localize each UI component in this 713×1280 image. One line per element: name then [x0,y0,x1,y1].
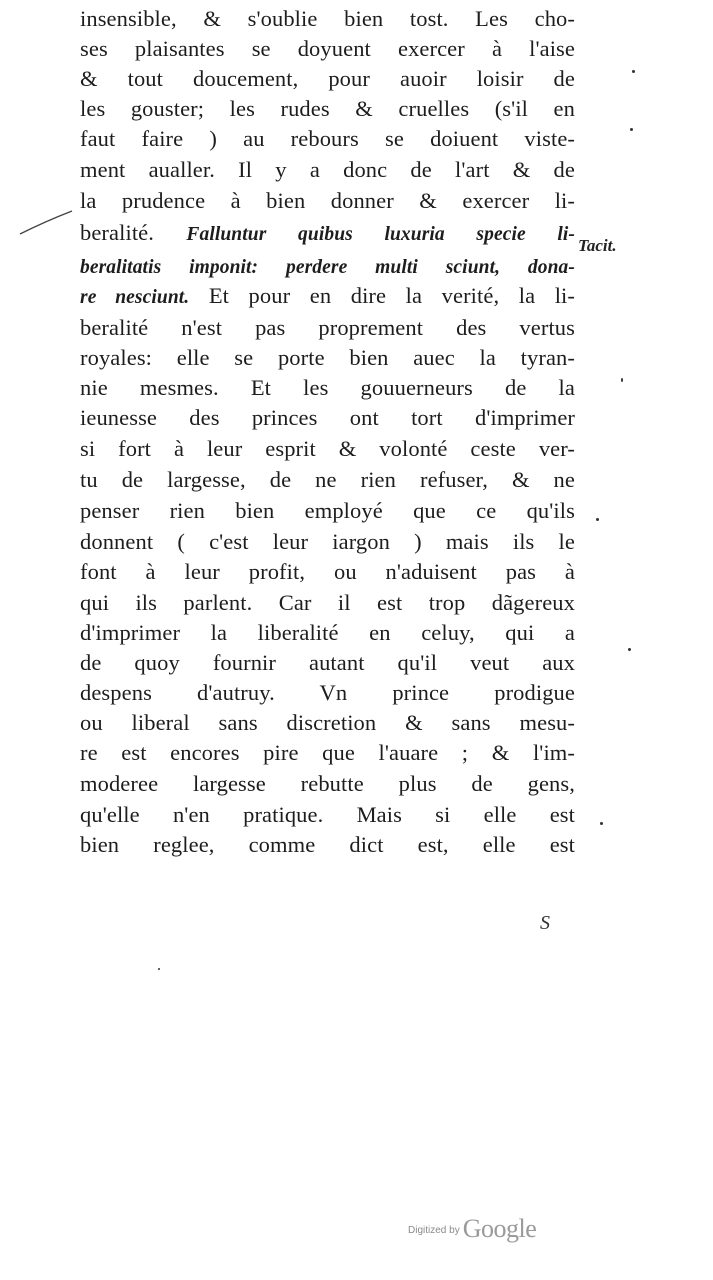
text-line: qui ils parlent. Car il est trop dãgereux [80,590,575,615]
watermark-small-text: Digitized by [408,1225,460,1236]
line-roman: Et pour en dire la verité, la li- [189,283,575,308]
ink-speck [628,648,631,651]
text-line: la prudence à bien donner & exercer li- [80,188,575,213]
latin-quote: Falluntur quibus luxuria specie li- [186,224,575,245]
digitized-watermark [408,1214,536,1244]
ink-speck [630,128,633,131]
marginal-note: Tacit. [578,236,617,255]
text-line: tu de largesse, de ne rien refuser, & ne [80,467,575,492]
latin-quote: re nesciunt. [80,287,190,308]
latin-quote: beralitatis imponit: perdere multi sciunt, dona- [80,257,575,278]
text-line: les gouster; les rudes & cruelles (s'il en [80,96,575,121]
ink-speck [621,378,623,382]
text-line: donnent ( c'est leur iargon ) mais ils le [80,529,575,554]
text-line [80,218,575,248]
ink-speck [632,70,635,73]
text-line: re est encores pire que l'auare ; & l'im- [80,740,575,765]
line-roman: beralité. [80,220,187,245]
text-line: royales: elle se porte bien auec la tyran- [80,345,575,370]
text-line: d'imprimer la liberalité en celuy, qui a [80,620,575,645]
text-line: bien reglee, comme dict est, elle est [80,832,575,857]
signature-mark: S [540,912,550,934]
ink-speck [596,518,599,521]
text-line: faut faire ) au rebours se doiuent viste- [80,126,575,151]
text-line: ou liberal sans discretion & sans mesu- [80,710,575,735]
text-line [80,281,575,311]
text-line: penser rien bien employé que ce qu'ils [80,498,575,523]
text-line: ment aualler. Il y a donc de l'art & de [80,157,575,182]
text-line: moderee largesse rebutte plus de gens, [80,771,575,796]
text-line: ieunesse des princes ont tort d'imprimer [80,405,575,430]
text-line: nie mesmes. Et les gouuerneurs de la [80,375,575,400]
ink-speck [158,968,160,970]
text-line: font à leur profit, ou n'aduisent pas à [80,559,575,584]
text-line: si fort à leur esprit & volonté ceste ver- [80,436,575,461]
margin-pen-stroke [18,206,74,236]
text-line: despens d'autruy. Vn prince prodigue [80,680,575,705]
text-line [80,251,575,281]
text-line: beralité n'est pas proprement des vertus [80,315,575,340]
text-line: & tout doucement, pour auoir loisir de [80,66,575,91]
google-logo: Google [462,1214,537,1243]
ink-speck [600,822,603,825]
text-line: de quoy fournir autant qu'il veut aux [80,650,575,675]
text-line: insensible, & s'oublie bien tost. Les cho- [80,6,575,31]
text-line: qu'elle n'en pratique. Mais si elle est [80,802,575,827]
text-line: ses plaisantes se doyuent exercer à l'aise [80,36,575,61]
